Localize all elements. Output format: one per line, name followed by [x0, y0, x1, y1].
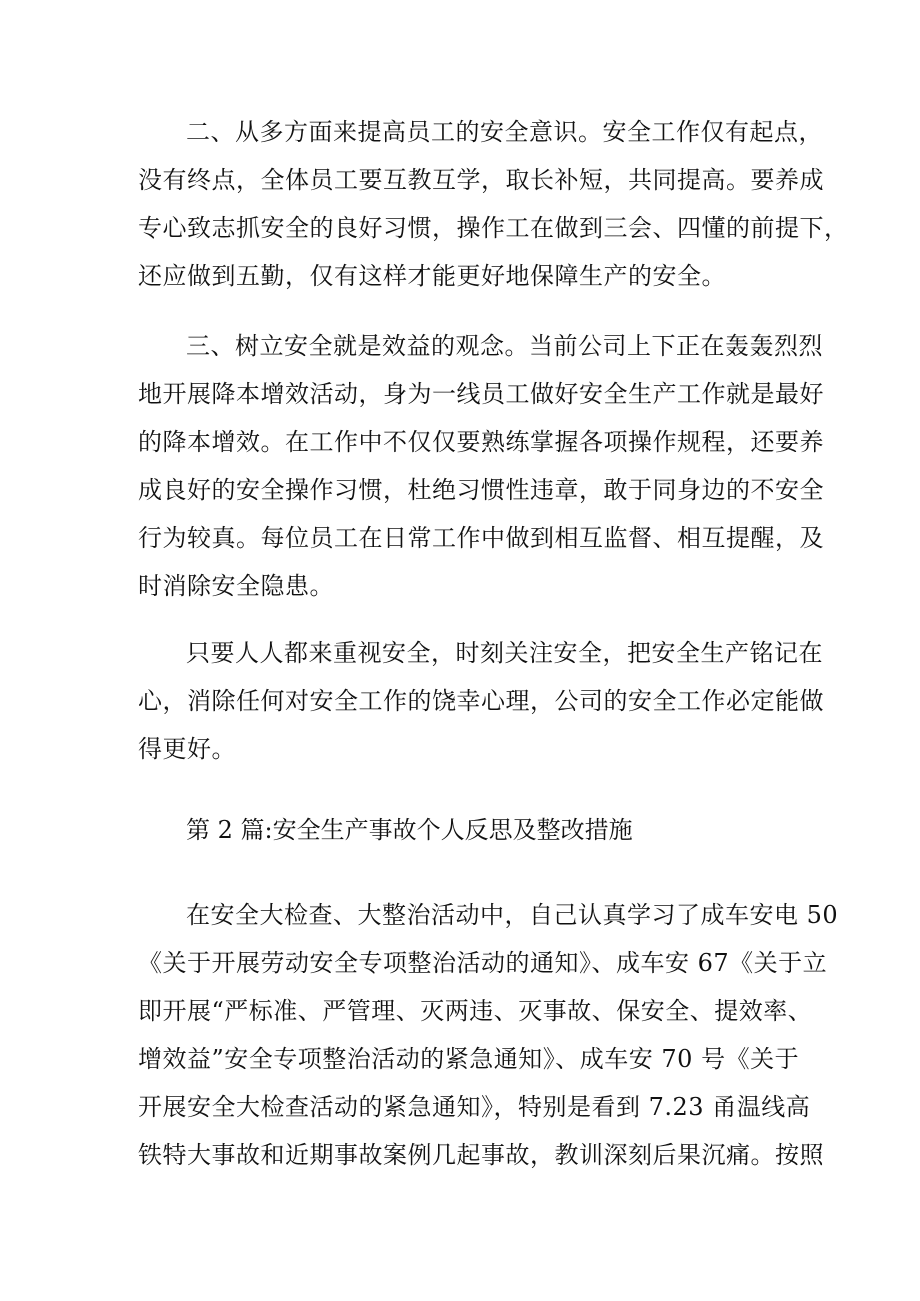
text-line: 时消除安全隐患。: [138, 572, 334, 600]
text-line: 心，消除任何对安全工作的饶幸心理，公司的安全工作必定能做: [138, 687, 824, 715]
text-line: 即开展“严标准、严管理、灭两违、灭事故、保安全、提效率、: [138, 997, 813, 1025]
text-line: 地开展降本增效活动，身为一线员工做好安全生产工作就是最好: [138, 380, 824, 408]
text-line: 增效益”安全专项整治活动的紧急通知》、成车安 70 号《关于: [138, 1045, 800, 1073]
text-line: 在安全大检查、大整治活动中，自己认真学习了成车安电 50: [186, 901, 839, 929]
text-line: 得更好。: [138, 735, 236, 763]
text-line: 的降本增效。在工作中不仅仅要熟练掌握各项操作规程，还要养: [138, 428, 824, 456]
text-line: 成良好的安全操作习惯，杜绝习惯性违章，敢于同身边的不安全: [138, 476, 824, 504]
text-line: 只要人人都来重视安全，时刻关注安全，把安全生产铭记在: [186, 639, 823, 667]
text-line: 开展安全大检查活动的紧急通知》，特别是看到 7.23 甬温线高: [138, 1093, 811, 1121]
text-line: 二、从多方面来提高员工的安全意识。安全工作仅有起点，: [186, 118, 823, 146]
text-line: 没有终点，全体员工要互教互学，取长补短，共同提高。要养成: [138, 166, 824, 194]
paragraph-conclusion: [138, 629, 824, 773]
paragraph-safety-awareness: [138, 108, 849, 300]
text-line: 铁特大事故和近期事故案例几起事故，教训深刻后果沉痛。按照: [138, 1141, 824, 1169]
text-line: 专心致志抓安全的良好习惯，操作工在做到三会、四懂的前提下，: [138, 214, 849, 242]
section-heading: 第 2 篇:安全生产事故个人反思及整改措施: [186, 816, 633, 844]
text-line: 三、树立安全就是效益的观念。当前公司上下正在轰轰烈烈: [186, 332, 823, 360]
paragraph-section2-body: [138, 891, 839, 1179]
text-line: 还应做到五勤，仅有这样才能更好地保障生产的安全。: [138, 262, 726, 290]
text-line: 行为较真。每位员工在日常工作中做到相互监督、相互提醒，及: [138, 524, 824, 552]
text-line: 《关于开展劳动安全专项整治活动的通知》、成车安 67《关于立: [138, 949, 828, 977]
paragraph-safety-benefit: [138, 322, 824, 610]
